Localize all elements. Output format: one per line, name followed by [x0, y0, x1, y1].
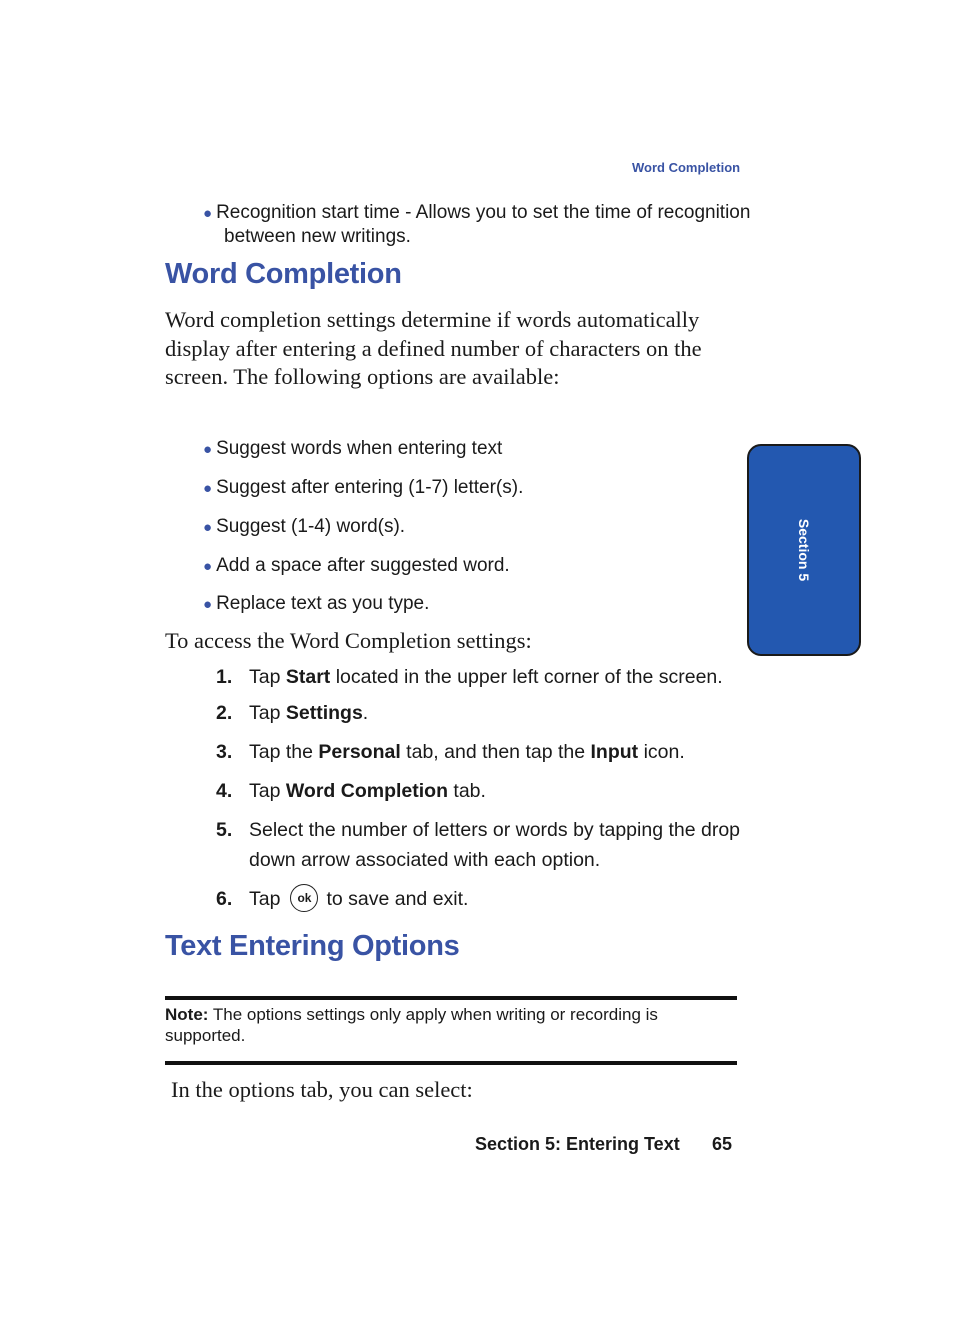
step-4	[216, 776, 741, 806]
list-item	[203, 201, 750, 248]
bullet-icon: ●	[203, 596, 213, 613]
list-item	[203, 437, 502, 461]
step-number: 4.	[216, 780, 233, 802]
step-6	[216, 884, 741, 914]
step-text: Tap	[249, 780, 286, 802]
note-rule-bottom	[165, 1061, 737, 1065]
option-text: Replace text as you type.	[216, 593, 430, 614]
section-tab	[747, 444, 861, 656]
step-text: Select the number of letters or words by tapping the drop down arrow associated with each option.	[249, 819, 741, 871]
note-label: Note:	[165, 1005, 209, 1024]
note-text: The options settings only apply when writing or recording is supported.	[165, 1005, 658, 1045]
step-keyword: Start	[285, 666, 331, 688]
step-number: 3.	[216, 741, 233, 763]
step-1	[216, 662, 741, 692]
intro-paragraph: Word completion settings determine if words automatically display after entering a defined number of characters on the screen. The following options are available:	[165, 307, 702, 389]
step-number: 5.	[216, 819, 233, 841]
bullet-icon: ●	[203, 480, 213, 497]
step-5	[216, 815, 741, 875]
bullet-icon: ●	[203, 205, 213, 222]
step-2	[216, 698, 741, 728]
section-tab-label: Section 5	[796, 518, 812, 582]
step-number: 1.	[216, 666, 233, 688]
bullet-text-line1: Recognition start time - Allows you to set the time of recognition	[216, 202, 751, 223]
step-text: Tap the	[249, 741, 319, 763]
ok-icon: ok	[290, 884, 318, 912]
running-head: Word Completion	[632, 160, 741, 175]
bullet-icon: ●	[203, 441, 213, 458]
options-tab-line: In the options tab, you can select:	[171, 1077, 473, 1102]
step-keyword: Personal	[318, 741, 401, 763]
section-heading-text-entering-options: Text Entering Options	[165, 930, 460, 962]
step-text: to save and exit.	[326, 888, 469, 910]
step-text: Tap	[249, 888, 281, 910]
step-number: 2.	[216, 702, 233, 724]
bullet-icon: ●	[203, 519, 213, 536]
list-item	[203, 554, 510, 578]
step-text: tab, and then tap the	[400, 741, 591, 763]
option-text: Suggest (1-4) word(s).	[216, 516, 406, 537]
step-text: located in the upper left corner of the screen.	[330, 666, 723, 688]
step-keyword: Word Completion	[285, 780, 448, 802]
note-block	[165, 1004, 725, 1046]
list-item	[203, 592, 429, 616]
list-item	[203, 515, 405, 539]
footer-section-title: Section 5: Entering Text	[475, 1134, 680, 1154]
step-keyword: Settings	[285, 702, 363, 724]
list-item	[203, 476, 523, 500]
step-text: tab.	[447, 780, 486, 802]
step-text: icon.	[638, 741, 685, 763]
option-text: Add a space after suggested word.	[216, 555, 510, 576]
step-3	[216, 737, 741, 767]
option-text: Suggest after entering (1-7) letter(s).	[216, 477, 524, 498]
bullet-text-line2: between new writings.	[224, 226, 411, 247]
step-text: Tap	[249, 702, 286, 724]
step-text: Tap	[249, 666, 286, 688]
access-instructions: To access the Word Completion settings:	[165, 628, 532, 653]
bullet-icon: ●	[203, 558, 213, 575]
step-number: 6.	[216, 888, 233, 910]
step-keyword: Input	[590, 741, 639, 763]
step-text: .	[362, 702, 369, 724]
note-rule-top	[165, 996, 737, 1000]
footer-page-number: 65	[712, 1134, 733, 1154]
section-heading-word-completion: Word Completion	[165, 258, 402, 290]
option-text: Suggest words when entering text	[216, 438, 503, 459]
